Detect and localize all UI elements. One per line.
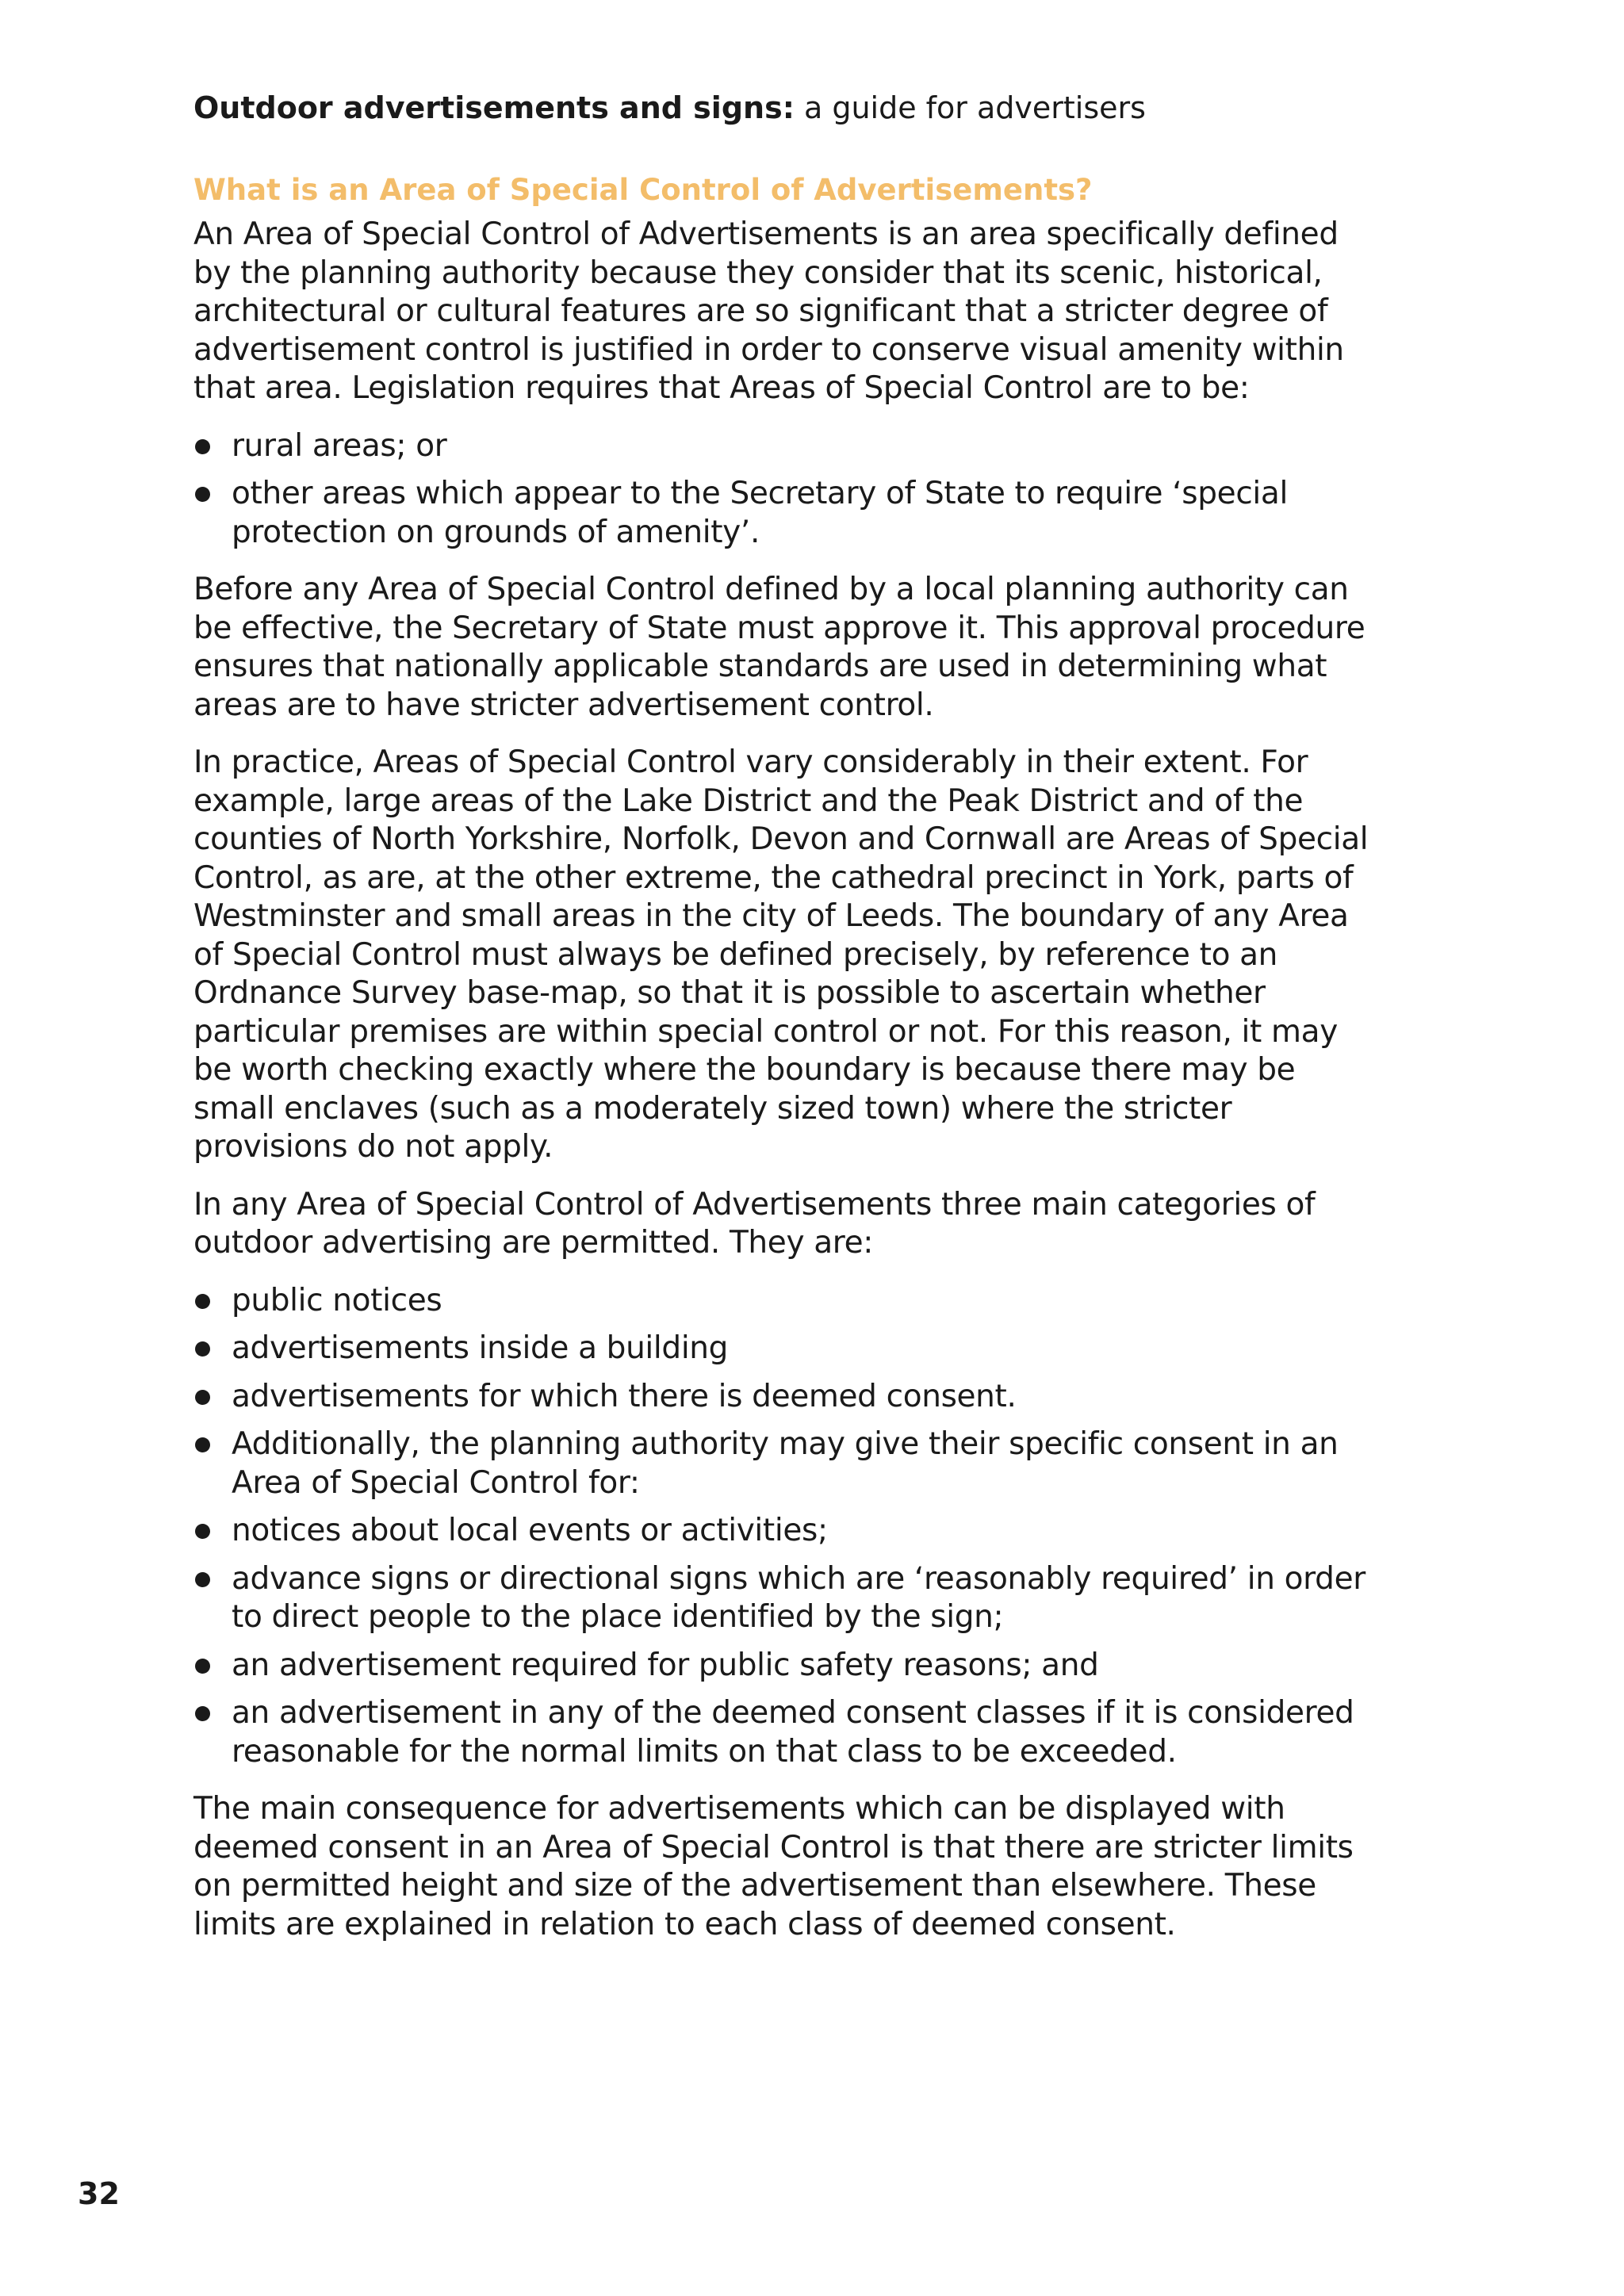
list-item-text: Additionally, the planning authority may give their specific consent in an Area of Special Control for: bbox=[232, 1426, 1339, 1501]
page-number: 32 bbox=[78, 2176, 120, 2211]
list-item bbox=[193, 1282, 1375, 1321]
list-item bbox=[193, 1694, 1375, 1771]
running-header bbox=[193, 87, 1375, 128]
bullet-icon bbox=[195, 1706, 210, 1721]
running-header-title: Outdoor advertisements and signs: bbox=[193, 90, 795, 125]
bullet-icon bbox=[195, 1659, 210, 1674]
list-item-text: advance signs or directional signs which are ‘reasonably required’ in order to direct people to the place identified by the sign; bbox=[232, 1560, 1365, 1635]
paragraph-consequence: The main consequence for advertisements which can be displayed with deemed consent in an Area of Special Control is that there are stricter limits on permitted height and size of the advertisement than elsewhere. These limits are explained in relation to each class of deemed consent. bbox=[193, 1791, 1354, 1942]
list-item-text: notices about local events or activities; bbox=[232, 1513, 828, 1548]
bullet-icon bbox=[195, 1572, 210, 1587]
list-item bbox=[193, 1330, 1375, 1368]
bullet-list-area-types bbox=[193, 427, 1375, 553]
list-item-text: an advertisement in any of the deemed consent classes if it is considered reasonable for the normal limits on that class to be exceeded. bbox=[232, 1695, 1354, 1770]
bullet-icon bbox=[195, 1524, 210, 1539]
paragraph-extent: In practice, Areas of Special Control vary considerably in their extent. For example, large areas of the Lake District and the Peak District and of the counties of North Yorkshire, Norfolk, Devon and Cornwall are Areas of Special Control, as are, at the other extreme, the cathedral precinct in York, parts of Westminster and small areas in the city of Leeds. The boundary of any Area of Special Control must always be defined precisely, by reference to an Ordnance Survey base-map, so that it is possible to ascertain whether particular premises are within special control or not. For this reason, it may be worth checking exactly where the boundary is because there may be small enclaves (such as a moderately sized town) where the stricter provisions do not apply. bbox=[193, 744, 1369, 1165]
list-item-text: public notices bbox=[232, 1282, 442, 1318]
paragraph-approval: Before any Area of Special Control defined by a local planning authority can be effective, the Secretary of State must approve it. This approval procedure ensures that nationally applicable standards are used in determining what areas are to have stricter advertisement control. bbox=[193, 572, 1365, 723]
list-item-text: advertisements for which there is deemed consent. bbox=[232, 1378, 1017, 1414]
list-item-text: advertisements inside a building bbox=[232, 1330, 729, 1366]
list-item bbox=[193, 1647, 1375, 1686]
section-heading: What is an Area of Special Control of Advertisements? bbox=[193, 173, 1093, 207]
list-item bbox=[193, 475, 1375, 552]
list-item-text: rural areas; or bbox=[232, 427, 447, 464]
list-item bbox=[193, 1560, 1375, 1637]
bullet-icon bbox=[195, 1390, 210, 1405]
bullet-icon bbox=[195, 1294, 210, 1309]
page-content bbox=[193, 87, 1375, 1963]
list-item bbox=[193, 1425, 1375, 1502]
bullet-icon bbox=[195, 1341, 210, 1357]
list-item bbox=[193, 1512, 1375, 1551]
paragraph-definition: An Area of Special Control of Advertisements is an area specifically defined by the planning authority because they consider that its scenic, historical, architectural or cultural features are so significant that a stricter degree of advertisement control is justified in order to conserve visual amenity within that area. Legislation requires that Areas of Special Control are to be: bbox=[193, 216, 1344, 406]
list-item bbox=[193, 1378, 1375, 1417]
bullet-icon bbox=[195, 439, 210, 454]
list-item bbox=[193, 427, 1375, 466]
list-item-text: other areas which appear to the Secretary of State to require ‘special protection on grounds of amenity’. bbox=[232, 476, 1288, 550]
paragraph-categories: In any Area of Special Control of Advertisements three main categories of outdoor advertising are permitted. They are: bbox=[193, 1186, 1316, 1261]
bullet-icon bbox=[195, 1437, 210, 1452]
running-header-subtitle: a guide for advertisers bbox=[794, 90, 1146, 125]
bullet-list-permitted bbox=[193, 1282, 1375, 1772]
list-item-text: an advertisement required for public safety reasons; and bbox=[232, 1647, 1099, 1683]
bullet-icon bbox=[195, 487, 210, 502]
